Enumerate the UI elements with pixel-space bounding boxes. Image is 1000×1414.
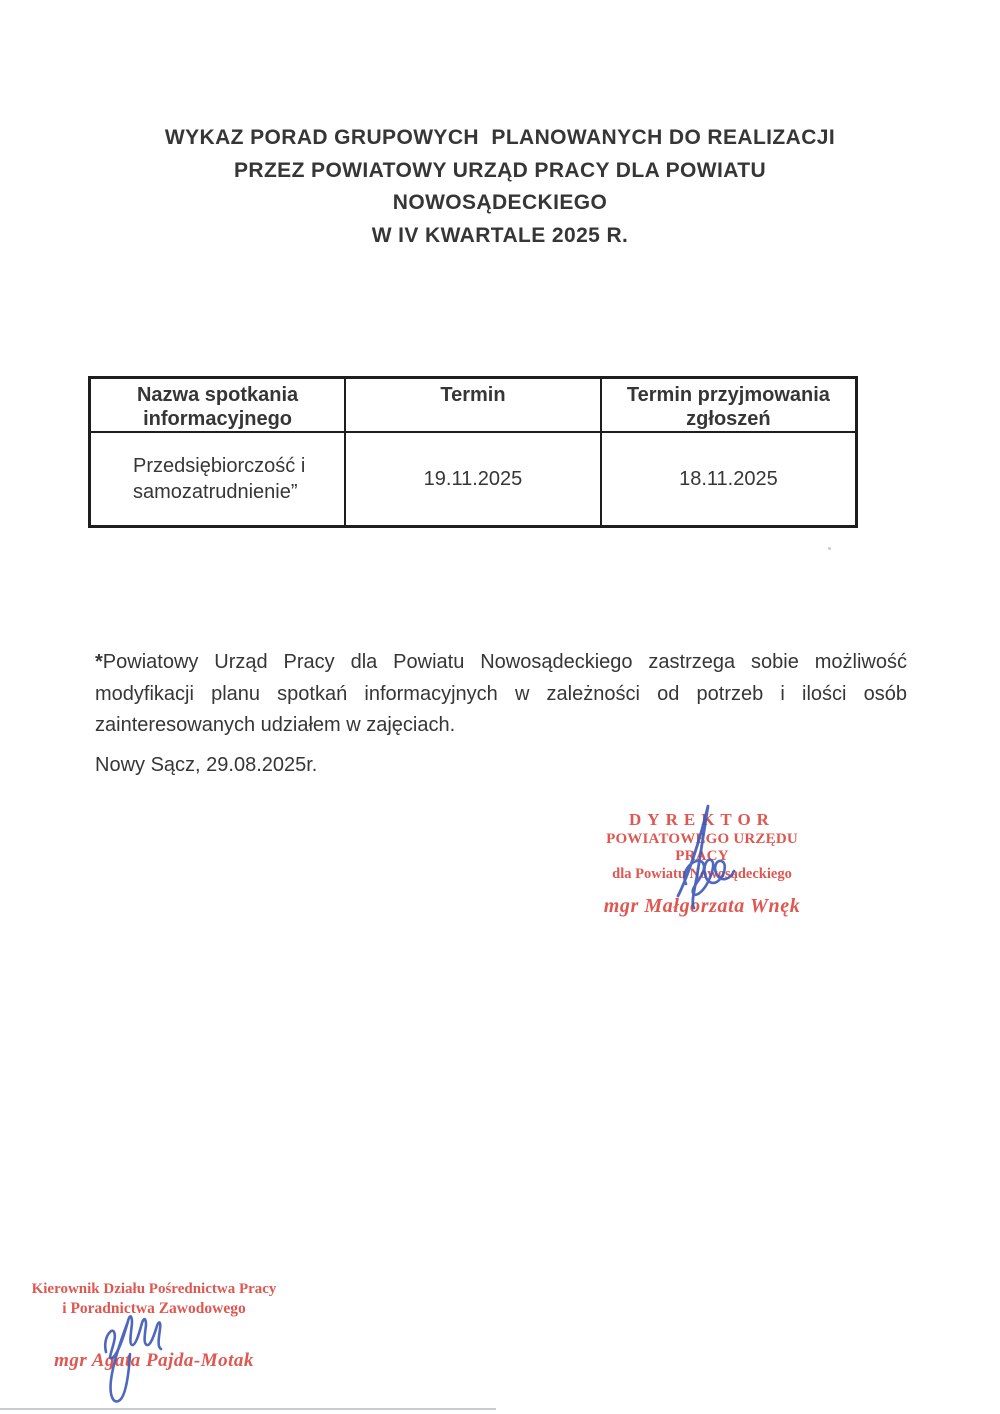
title-line-1: WYKAZ PORAD GRUPOWYCH PLANOWANYCH DO REALIZACJI: [164, 126, 836, 149]
scan-speck: [828, 547, 831, 550]
director-stamp-name: mgr Małgorzata Wnęk: [603, 895, 801, 917]
footnote-line-3: zainteresowanych udziałem w zajęciach.: [95, 714, 456, 736]
footnote: [95, 647, 907, 742]
cell-registration-deadline: 18.11.2025: [601, 432, 857, 526]
scan-edge-line: [0, 1408, 496, 1410]
cell-meeting-name: Przedsiębiorczość i samozatrudnienie”: [90, 432, 346, 526]
manager-signature-ink: [96, 1306, 168, 1410]
manager-stamp-line-1: Kierownik Działu Pośrednictwa Pracy: [31, 1281, 277, 1297]
column-header-date: Termin: [345, 378, 601, 433]
place-date: Nowy Sącz, 29.08.2025r.: [95, 754, 318, 776]
table-row: [90, 432, 857, 526]
manager-stamp-line-2: i Poradnictwa Zawodowego: [62, 1300, 246, 1317]
title-line-2: PRZEZ POWIATOWY URZĄD PRACY DLA POWIATU: [233, 158, 767, 182]
footnote-marker: *: [95, 651, 103, 673]
table-header-row: [90, 378, 857, 433]
footnote-line-2: modyfikacji planu spotkań informacyjnych w zależności od potrzeb i ilości osób: [95, 682, 907, 705]
title-line-4: W IV KWARTALE 2025 R.: [371, 223, 629, 247]
column-header-meeting-name: Nazwa spotkania informacyjnego: [90, 378, 346, 433]
director-stamp-org: POWIATOWEGO URZĘDU PRACY: [606, 831, 798, 864]
cell-date: 19.11.2025: [345, 432, 601, 526]
column-header-registration-deadline: Termin przyjmowania zgłoszeń: [601, 378, 857, 433]
director-stamp-title: DYREKTOR: [629, 810, 775, 829]
director-stamp-region: dla Powiatu Nowosądeckiego: [612, 866, 792, 882]
director-signature-ink: [662, 798, 744, 916]
title-line-3: NOWOSĄDECKIEGO: [392, 191, 608, 214]
footnote-line-1: [95, 647, 907, 679]
document-title: [0, 122, 1000, 252]
manager-stamp-name: mgr Agata Pajda-Motak: [54, 1350, 254, 1371]
footnote-text-1: Powiatowy Urząd Pracy dla Powiatu Nowosądeckiego zastrzega sobie możliwość: [102, 651, 907, 673]
schedule-table: [88, 376, 858, 528]
